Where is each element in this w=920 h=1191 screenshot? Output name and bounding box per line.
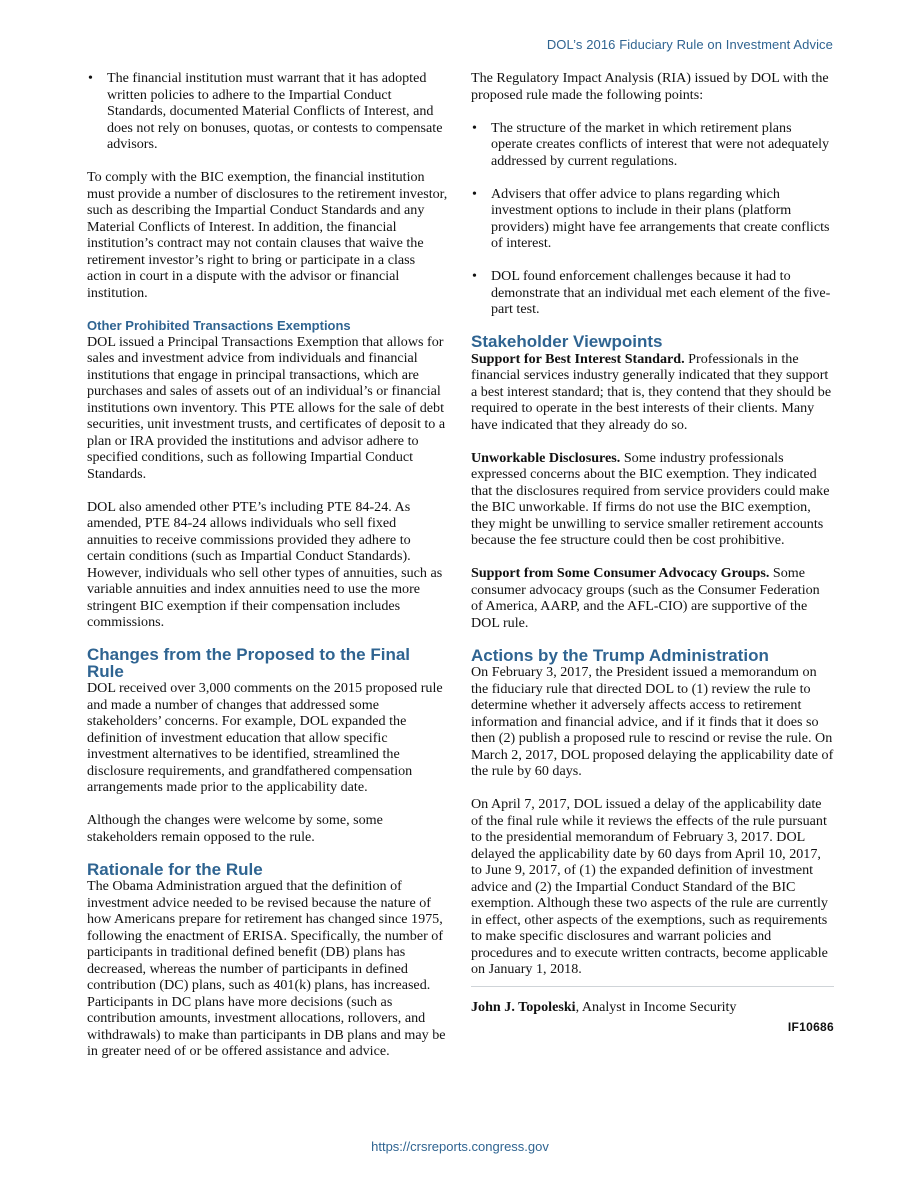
lead-consumer: Support from Some Consumer Advocacy Groups. [471,565,770,581]
list-item: • The structure of the market in which retirement plans operate creates conflicts of interest that were not adequately addressed by current regulations. [472,119,830,169]
paragraph-pte-84-24: DOL also amended other PTE’s including PTE 84-24. As amended, PTE 84-24 allows individuals who sell fixed annuities to receive commissions provided they adhere to certain conditions (such as Impartial Conduct Standards). However, individuals who sell other types of annuities, such as variable annuities and index annuities need to use the more stringent BIC exemption if their compensation includes commissions. [87,498,443,630]
paragraph-trump-2: On April 7, 2017, DOL issued a delay of the applicability date of the final rule while it reviews the effects of the rule pursuant to the presidential memorandum of February 3, 2017. DOL delayed the applicability date by 60 days from April 10, 2017, to June 9, 2017, of (1) the expanded definition of investment advice and (2) the Impartial Conduct Standard of the BIC exemption. Although these two aspects of the rule are currently in effect, other aspects of the exemptions, such as requirements to make specific disclosures and warrant policies and procedures and to execute written contracts, become applicable on January 1, 2018. [471,796,828,977]
bullet-icon: • [472,185,477,202]
divider [471,986,834,987]
author-title: , Analyst in Income Security [575,998,737,1015]
heading-changes: Changes from the Proposed to the Final Rule [87,645,411,681]
heading-trump: Actions by the Trump Administration [471,645,769,665]
running-header: DOL’s 2016 Fiduciary Rule on Investment Advice [546,37,833,52]
list-item: • DOL found enforcement challenges because it had to demonstrate that an individual met each element of the five-part test. [472,268,831,317]
right-column [471,70,834,1036]
paragraph-changes-2: Although the changes were welcome by some, some stakeholders remain opposed to the rule. [87,812,383,845]
list-item: • The financial institution must warrant that it has adopted written policies to adhere to the Impartial Conduct Standards, documented Material Conflicts of Interest, and does not rely on bonuses, quotas, or contests to compensate advisors. [88,70,443,152]
heading-stakeholder: Stakeholder Viewpoints [471,332,663,351]
paragraph-principal-transactions: DOL issued a Principal Transactions Exemption that allows for sales and investment advice from individuals and financial institutions that engage in principal transactions, which are purchases and sales of assets out of an individual’s or financial institutions own inventory. This PTE allows for the sale of debt securities, unit investment trusts, and certificates of deposit to a plan or IRA provided the institutions and advisor adhere to specified conditions, such as following Impartial Conduct Standards. [87,333,446,482]
bullet-icon: • [88,70,93,86]
lead-support: Support for Best Interest Standard. [471,350,685,367]
list-item: • Advisers that offer advice to plans regarding which investment options to include in their plans (platform providers) might have fee arrangements that create conflicts of interest. [472,185,830,251]
product-code: IF10686 [787,1020,834,1034]
paragraph-trump-1: On February 3, 2017, the President issued a memorandum on the fiduciary rule that directed DOL to (1) review the rule to determine whether it adversely affects access to retirement information and financial advice, and if it finds that it does so then (2) publish a proposed rule to rescind or revise the rule. On March 2, 2017, DOL proposed delaying the applicability date of the rule by 60 days. [471,664,834,779]
author-name: John J. Topoleski [471,998,576,1015]
bullet-icon: • [472,268,477,284]
heading-rationale: Rationale for the Rule [87,859,263,879]
ria-bullet-list [471,120,834,318]
paragraph-support: Support for Best Interest Standard. Professionals in the financial services industry generally indicated that they support a best interest standard; that is, they contend that they should be required to operate in the best interests of their clients. Many have indicated that they already do so. [471,350,832,433]
paragraph-changes-1: DOL received over 3,000 comments on the 2015 proposed rule and made a number of changes that addressed some stakeholders’ concerns. For example, DOL expanded the definition of investment education that allow specific investment alternatives to be identified, streamlined the disclosure requirements, and grandfathered compensation arrangements made prior to the applicability date. [87,680,443,795]
bullet-list [87,70,450,153]
paragraph-unworkable: Unworkable Disclosures. Some industry professionals expressed concerns about the BIC exemption. They indicated that the disclosures required from service providers could make the BIC unworkable. If firms do not use the BIC exemption, they might be unwilling to service smaller retirement accounts because the fee structure could then be cost prohibitive. [471,449,830,548]
subheading-other-pte: Other Prohibited Transactions Exemptions [87,317,351,333]
paragraph-rationale: The Obama Administration argued that the definition of investment advice needed to be revised because the nature of how Americans prepare for retirement has changed since 1975, following the enactment of ERISA. Specifically, the number of participants in traditional defined benefit (DB) plans has decreased, whereas the number of participants in defined contribution (DC) plans, such as 401(k) plans, has increased. Participants in DC plans have more decisions (such as contribution amounts, investment allocations, rollovers, and withdrawals) to make than participants in DB plans and may be in greater need of or be offered assistance and advice. [87,878,446,1059]
lead-unworkable: Unworkable Disclosures. [471,449,621,466]
left-column [87,70,450,1076]
paragraph-consumer: Support from Some Consumer Advocacy Groups. Some consumer advocacy groups (such as the Consumer Federation of America, AARP, and the AFL-CIO) are supportive of the DOL rule. [471,565,820,631]
paragraph-ria: The Regulatory Impact Analysis (RIA) issued by DOL with the proposed rule made the following points: [471,70,829,103]
footer-url[interactable]: https://crsreports.congress.gov [371,1139,549,1154]
author-line [471,999,834,1016]
paragraph-bic-disclosures: To comply with the BIC exemption, the financial institution must provide a number of disclosures to the retirement investor, such as describing the Impartial Conduct Standards and any Material Conflicts of Interest. In addition, the financial institution’s contract may not contain clauses that waive the retirement investor’s right to bring or participate in a class action in court in a dispute with the advisor or financial institution. [87,169,448,301]
bullet-icon: • [472,119,477,136]
